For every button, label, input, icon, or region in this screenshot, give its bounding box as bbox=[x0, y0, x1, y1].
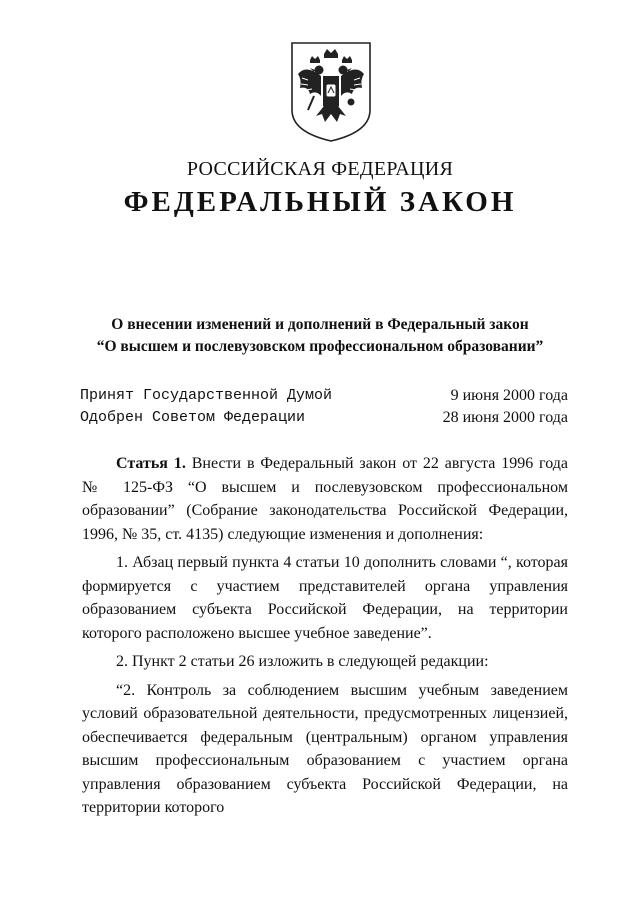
article-1-item-2: 2. Пункт 2 статьи 26 изложить в следующей редакции: bbox=[116, 653, 489, 670]
document-type-title: ФЕДЕРАЛЬНЫЙ ЗАКОН bbox=[123, 186, 517, 218]
article-1-item-1: 1. Абзац первый пункта 4 статьи 10 дополнить словами “, которая формируется с участием представителей органа управления образованием субъекта Российской Федерации, на территории которого расположено высшее учебное заведение”. bbox=[82, 554, 568, 642]
duma-label: Принят Государственной Думой bbox=[80, 387, 333, 404]
council-date: 28 июня 2000 года bbox=[442, 409, 568, 426]
council-label: Одобрен Советом Федерации bbox=[80, 409, 306, 426]
law-subject bbox=[0, 314, 640, 358]
coat-of-arms-icon bbox=[288, 40, 374, 144]
duma-adoption-row bbox=[80, 385, 568, 407]
article-1-heading: Статья 1. bbox=[116, 455, 186, 472]
article-1-intro bbox=[82, 452, 568, 546]
country-name: РОССИЙСКАЯ ФЕДЕРАЦИЯ bbox=[186, 158, 454, 180]
law-subject-line-1: О внесении изменений и дополнений в Федеральный закон bbox=[111, 316, 529, 333]
article-1-item-2-text: “2. Контроль за соблюдением высшим учебным заведением условий образовательной деятельности, предусмотренных лицензией, обеспечивается федеральным (центральным) органом управления высшим профессиональным образованием с участием органа управления образованием субъекта Российской Федерации, на территории которого bbox=[82, 681, 568, 816]
law-subject-line-2: “О высшем и послевузовском профессиональном образовании” bbox=[96, 338, 544, 355]
council-approval-row bbox=[80, 407, 568, 429]
duma-date: 9 июня 2000 года bbox=[450, 387, 568, 404]
law-body bbox=[82, 452, 568, 825]
article-1-intro-text: Внести в Федеральный закон от 22 августа 1996 года № 125-ФЗ “О высшем и послевузовском профессиональном образовании” (Собрание законодательства Российской Федерации, 1996, № 35, ст. 4135) следующие изменения и дополнения: bbox=[82, 455, 569, 543]
adoption-block bbox=[80, 385, 568, 429]
